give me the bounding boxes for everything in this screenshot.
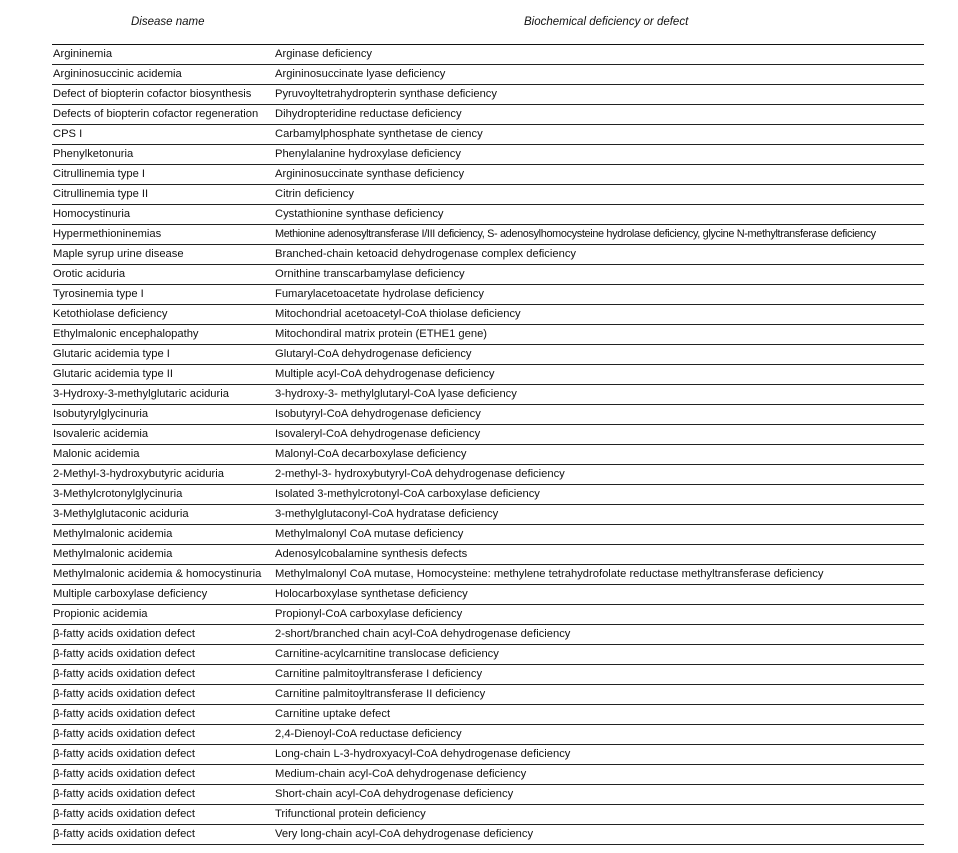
table-row xyxy=(52,225,924,245)
table-body xyxy=(52,45,924,845)
deficiency-cell: Carnitine palmitoyltransferase II deficiency xyxy=(273,685,924,705)
disease-name-cell: Citrullinemia type I xyxy=(52,165,273,185)
disease-name-cell: β-fatty acids oxidation defect xyxy=(52,765,273,785)
table-row xyxy=(52,445,924,465)
table-row xyxy=(52,585,924,605)
deficiency-cell: Methylmalonyl CoA mutase, Homocysteine: methylene tetrahydrofolate reductase methyltransferase deficiency xyxy=(273,565,924,585)
disease-name-cell: Methylmalonic acidemia xyxy=(52,525,273,545)
deficiency-cell: Short-chain acyl-CoA dehydrogenase deficiency xyxy=(273,785,924,805)
header-disease-name: Disease name xyxy=(131,16,205,28)
deficiency-cell: Methionine adenosyltransferase I/III deficiency, S- adenosylhomocysteine hydrolase deficiency, glycine N-methyltransferase deficiency xyxy=(273,225,924,245)
table-row xyxy=(52,285,924,305)
deficiency-cell: Branched-chain ketoacid dehydrogenase complex deficiency xyxy=(273,245,924,265)
deficiency-cell: Multiple acyl-CoA dehydrogenase deficiency xyxy=(273,365,924,385)
deficiency-cell: Isovaleryl-CoA dehydrogenase deficiency xyxy=(273,425,924,445)
table-row xyxy=(52,45,924,65)
disease-name-cell: Hypermethioninemias xyxy=(52,225,273,245)
table-row xyxy=(52,805,924,825)
deficiency-cell: Pyruvoyltetrahydropterin synthase deficiency xyxy=(273,85,924,105)
table-row xyxy=(52,685,924,705)
table-row xyxy=(52,165,924,185)
deficiency-cell: Carbamylphosphate synthetase de ciency xyxy=(273,125,924,145)
disease-name-cell: Methylmalonic acidemia & homocystinuria xyxy=(52,565,273,585)
deficiency-cell: Isobutyryl-CoA dehydrogenase deficiency xyxy=(273,405,924,425)
table-row xyxy=(52,725,924,745)
deficiency-cell: Very long-chain acyl-CoA dehydrogenase deficiency xyxy=(273,825,924,845)
disease-name-cell: 3-Hydroxy-3-methylglutaric aciduria xyxy=(52,385,273,405)
disease-name-cell: β-fatty acids oxidation defect xyxy=(52,805,273,825)
table-row xyxy=(52,145,924,165)
table-row xyxy=(52,65,924,85)
disease-name-cell: β-fatty acids oxidation defect xyxy=(52,785,273,805)
disease-name-cell: CPS I xyxy=(52,125,273,145)
deficiency-cell: Mitochondrial acetoacetyl-CoA thiolase deficiency xyxy=(273,305,924,325)
disease-name-cell: Argininosuccinic acidemia xyxy=(52,65,273,85)
deficiency-cell: Holocarboxylase synthetase deficiency xyxy=(273,585,924,605)
table-header xyxy=(0,14,958,34)
table-row xyxy=(52,365,924,385)
disease-name-cell: β-fatty acids oxidation defect xyxy=(52,625,273,645)
disease-name-cell: 3-Methylglutaconic aciduria xyxy=(52,505,273,525)
table-row xyxy=(52,85,924,105)
deficiency-cell: 2-short/branched chain acyl-CoA dehydrogenase deficiency xyxy=(273,625,924,645)
table-row xyxy=(52,185,924,205)
disease-name-cell: Propionic acidemia xyxy=(52,605,273,625)
deficiency-cell: 3-methylglutaconyl-CoA hydratase deficiency xyxy=(273,505,924,525)
table-row xyxy=(52,765,924,785)
table-row xyxy=(52,605,924,625)
disease-name-cell: Multiple carboxylase deficiency xyxy=(52,585,273,605)
disease-name-cell: β-fatty acids oxidation defect xyxy=(52,685,273,705)
disease-name-cell: Maple syrup urine disease xyxy=(52,245,273,265)
deficiency-cell: Methylmalonyl CoA mutase deficiency xyxy=(273,525,924,545)
table-row xyxy=(52,345,924,365)
deficiency-cell: Isolated 3-methylcrotonyl-CoA carboxylase deficiency xyxy=(273,485,924,505)
disease-name-cell: Glutaric acidemia type II xyxy=(52,365,273,385)
deficiency-cell: Carnitine uptake defect xyxy=(273,705,924,725)
deficiency-cell: Malonyl-CoA decarboxylase deficiency xyxy=(273,445,924,465)
disease-name-cell: Phenylketonuria xyxy=(52,145,273,165)
disease-table xyxy=(52,45,924,845)
disease-name-cell: β-fatty acids oxidation defect xyxy=(52,665,273,685)
deficiency-cell: Arginase deficiency xyxy=(273,45,924,65)
deficiency-cell: Fumarylacetoacetate hydrolase deficiency xyxy=(273,285,924,305)
deficiency-cell: Dihydropteridine reductase deficiency xyxy=(273,105,924,125)
table-row xyxy=(52,745,924,765)
disease-name-cell: Methylmalonic acidemia xyxy=(52,545,273,565)
table-row xyxy=(52,105,924,125)
table-row xyxy=(52,825,924,845)
table-row xyxy=(52,385,924,405)
deficiency-cell: Long-chain L-3-hydroxyacyl-CoA dehydrogenase deficiency xyxy=(273,745,924,765)
table-row xyxy=(52,405,924,425)
deficiency-cell: Argininosuccinate lyase deficiency xyxy=(273,65,924,85)
deficiency-cell: Propionyl-CoA carboxylase deficiency xyxy=(273,605,924,625)
table-row xyxy=(52,625,924,645)
deficiency-cell: Carnitine palmitoyltransferase I deficiency xyxy=(273,665,924,685)
disease-name-cell: Glutaric acidemia type I xyxy=(52,345,273,365)
disease-name-cell: β-fatty acids oxidation defect xyxy=(52,745,273,765)
disease-name-cell: β-fatty acids oxidation defect xyxy=(52,705,273,725)
disease-name-cell: 2-Methyl-3-hydroxybutyric aciduria xyxy=(52,465,273,485)
table-row xyxy=(52,325,924,345)
disease-name-cell: Orotic aciduria xyxy=(52,265,273,285)
deficiency-cell: Argininosuccinate synthase deficiency xyxy=(273,165,924,185)
deficiency-cell: Cystathionine synthase deficiency xyxy=(273,205,924,225)
table-row xyxy=(52,265,924,285)
table-row xyxy=(52,785,924,805)
table-row xyxy=(52,505,924,525)
disease-name-cell: β-fatty acids oxidation defect xyxy=(52,825,273,845)
table-row xyxy=(52,705,924,725)
deficiency-cell: Phenylalanine hydroxylase deficiency xyxy=(273,145,924,165)
disease-name-cell: Ketothiolase deficiency xyxy=(52,305,273,325)
deficiency-cell: 2-methyl-3- hydroxybutyryl-CoA dehydrogenase deficiency xyxy=(273,465,924,485)
deficiency-cell: Medium-chain acyl-CoA dehydrogenase deficiency xyxy=(273,765,924,785)
deficiency-cell: Mitochondiral matrix protein (ETHE1 gene) xyxy=(273,325,924,345)
table-row xyxy=(52,305,924,325)
disease-name-cell: Tyrosinemia type I xyxy=(52,285,273,305)
disease-name-cell: Ethylmalonic encephalopathy xyxy=(52,325,273,345)
disease-name-cell: 3-Methylcrotonylglycinuria xyxy=(52,485,273,505)
table-row xyxy=(52,645,924,665)
deficiency-cell: 3-hydroxy-3- methylglutaryl-CoA lyase deficiency xyxy=(273,385,924,405)
table-row xyxy=(52,525,924,545)
deficiency-cell: Glutaryl-CoA dehydrogenase deficiency xyxy=(273,345,924,365)
table-row xyxy=(52,425,924,445)
disease-name-cell: Isovaleric acidemia xyxy=(52,425,273,445)
deficiency-cell: Carnitine-acylcarnitine translocase deficiency xyxy=(273,645,924,665)
deficiency-cell: Trifunctional protein deficiency xyxy=(273,805,924,825)
disease-name-cell: Defect of biopterin cofactor biosynthesis xyxy=(52,85,273,105)
header-biochemical-deficiency: Biochemical deficiency or defect xyxy=(524,16,689,28)
disease-name-cell: Citrullinemia type II xyxy=(52,185,273,205)
table-row xyxy=(52,565,924,585)
table-row xyxy=(52,485,924,505)
disease-name-cell: Malonic acidemia xyxy=(52,445,273,465)
disease-name-cell: Argininemia xyxy=(52,45,273,65)
disease-name-cell: Isobutyrylglycinuria xyxy=(52,405,273,425)
deficiency-cell: Ornithine transcarbamylase deficiency xyxy=(273,265,924,285)
table-row xyxy=(52,205,924,225)
deficiency-cell: Citrin deficiency xyxy=(273,185,924,205)
disease-name-cell: β-fatty acids oxidation defect xyxy=(52,725,273,745)
table-row xyxy=(52,465,924,485)
deficiency-cell: Adenosylcobalamine synthesis defects xyxy=(273,545,924,565)
disease-name-cell: Homocystinuria xyxy=(52,205,273,225)
table-row xyxy=(52,545,924,565)
disease-name-cell: β-fatty acids oxidation defect xyxy=(52,645,273,665)
table-row xyxy=(52,245,924,265)
table-row xyxy=(52,125,924,145)
table-row xyxy=(52,665,924,685)
disease-name-cell: Defects of biopterin cofactor regeneration xyxy=(52,105,273,125)
deficiency-cell: 2,4-Dienoyl-CoA reductase deficiency xyxy=(273,725,924,745)
